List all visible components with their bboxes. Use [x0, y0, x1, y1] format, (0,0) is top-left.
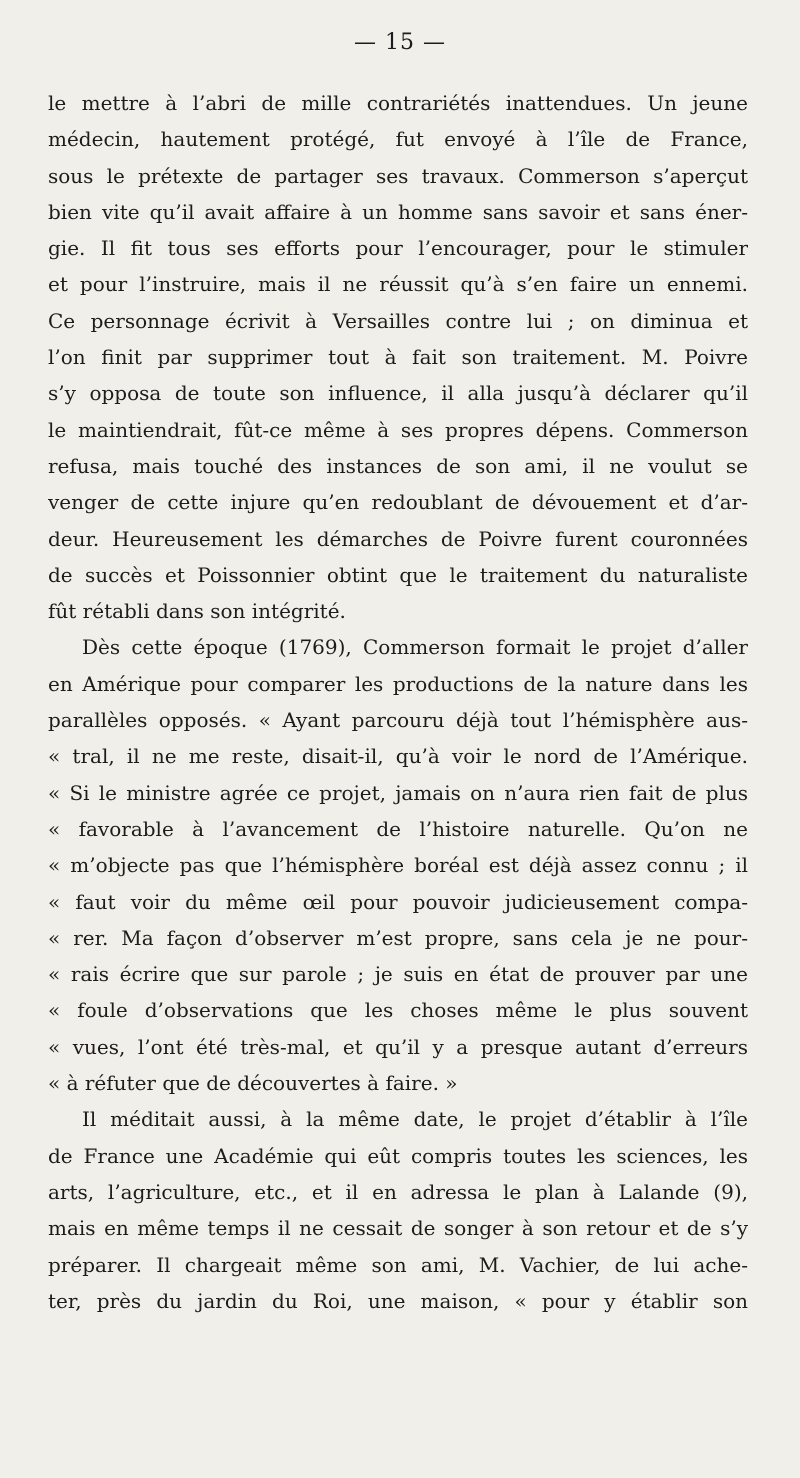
text-line: venger de cette injure qu’en redoublant de dévouement et d’ar-: [48, 490, 748, 515]
text-line: arts, l’agriculture, etc., et il en adressa le plan à Lalande (9),: [48, 1179, 748, 1204]
quote-line: « Si le ministre agrée ce projet, jamais on n’aura rien fait de plus: [48, 780, 748, 805]
quote-line: « favorable à l’avancement de l’histoire naturelle. Qu’on ne: [48, 816, 748, 841]
text-line: deur. Heureusement les démarches de Poivre furent couronnées: [48, 526, 748, 551]
paragraph-start-line: Il méditait aussi, à la même date, le projet d’établir à l’île: [82, 1107, 748, 1132]
text-line: sous le prétexte de partager ses travaux. Commerson s’aperçut: [48, 163, 748, 188]
text-line: le mettre à l’abri de mille contrariétés inattendues. Un jeune: [48, 91, 748, 115]
text-line: bien vite qu’il avait affaire à un homme sans savoir et sans éner-: [48, 199, 748, 224]
text-line: médecin, hautement protégé, fut envoyé à l’île de France,: [48, 127, 748, 152]
quote-line: « vues, l’ont été très-mal, et qu’il y a presque autant d’erreurs: [48, 1034, 748, 1059]
body-text: [48, 85, 748, 1319]
paragraph-start-line: Dès cette époque (1769), Commerson formait le projet d’aller: [82, 635, 748, 660]
text-line: préparer. Il chargeait même son ami, M. Vachier, de lui ache-: [48, 1252, 748, 1277]
text-line: mais en même temps il ne cessait de songer à son retour et de s’y: [48, 1216, 748, 1241]
quote-line: « rais écrire que sur parole ; je suis en état de prouver par une: [48, 962, 748, 987]
text-line: ter, près du jardin du Roi, une maison, « pour y établir son: [48, 1288, 748, 1313]
text-line: l’on finit par supprimer tout à fait son traitement. M. Poivre: [48, 345, 748, 370]
text-line: le maintiendrait, fût-ce même à ses propres dépens. Commerson: [48, 417, 748, 442]
text-line: Ce personnage écrivit à Versailles contre lui ; on diminua et: [48, 308, 748, 333]
text-line: s’y opposa de toute son influence, il alla jusqu’à déclarer qu’il: [48, 381, 748, 406]
text-line: gie. Il fit tous ses efforts pour l’encourager, pour le stimuler: [48, 236, 748, 261]
text-line: parallèles opposés. « Ayant parcouru déjà tout l’hémisphère aus-: [48, 708, 748, 733]
page-number-header: — 15 —: [354, 30, 446, 55]
text-line: de France une Académie qui eût compris toutes les sciences, les: [48, 1143, 748, 1168]
text-line: de succès et Poissonnier obtint que le traitement du naturaliste: [48, 562, 748, 587]
quote-line: « rer. Ma façon d’observer m’est propre, sans cela je ne pour-: [48, 925, 748, 950]
text-line: et pour l’instruire, mais il ne réussit qu’à s’en faire un ennemi.: [48, 272, 748, 297]
quote-line: « foule d’observations que les choses même le plus souvent: [48, 998, 748, 1023]
quote-line: « tral, il ne me reste, disait-il, qu’à voir le nord de l’Amérique.: [48, 744, 748, 769]
text-line: en Amérique pour comparer les productions de la nature dans les: [48, 671, 748, 696]
text-line: refusa, mais touché des instances de son ami, il ne voulut se: [48, 453, 748, 478]
quote-line: « m’objecte pas que l’hémisphère boréal est déjà assez connu ; il: [48, 853, 748, 878]
quote-line: « faut voir du même œil pour pouvoir judicieusement compa-: [48, 889, 748, 914]
text-line: fût rétabli dans son intégrité.: [48, 599, 346, 624]
quote-line: « à réfuter que de découvertes à faire. »: [48, 1071, 458, 1096]
